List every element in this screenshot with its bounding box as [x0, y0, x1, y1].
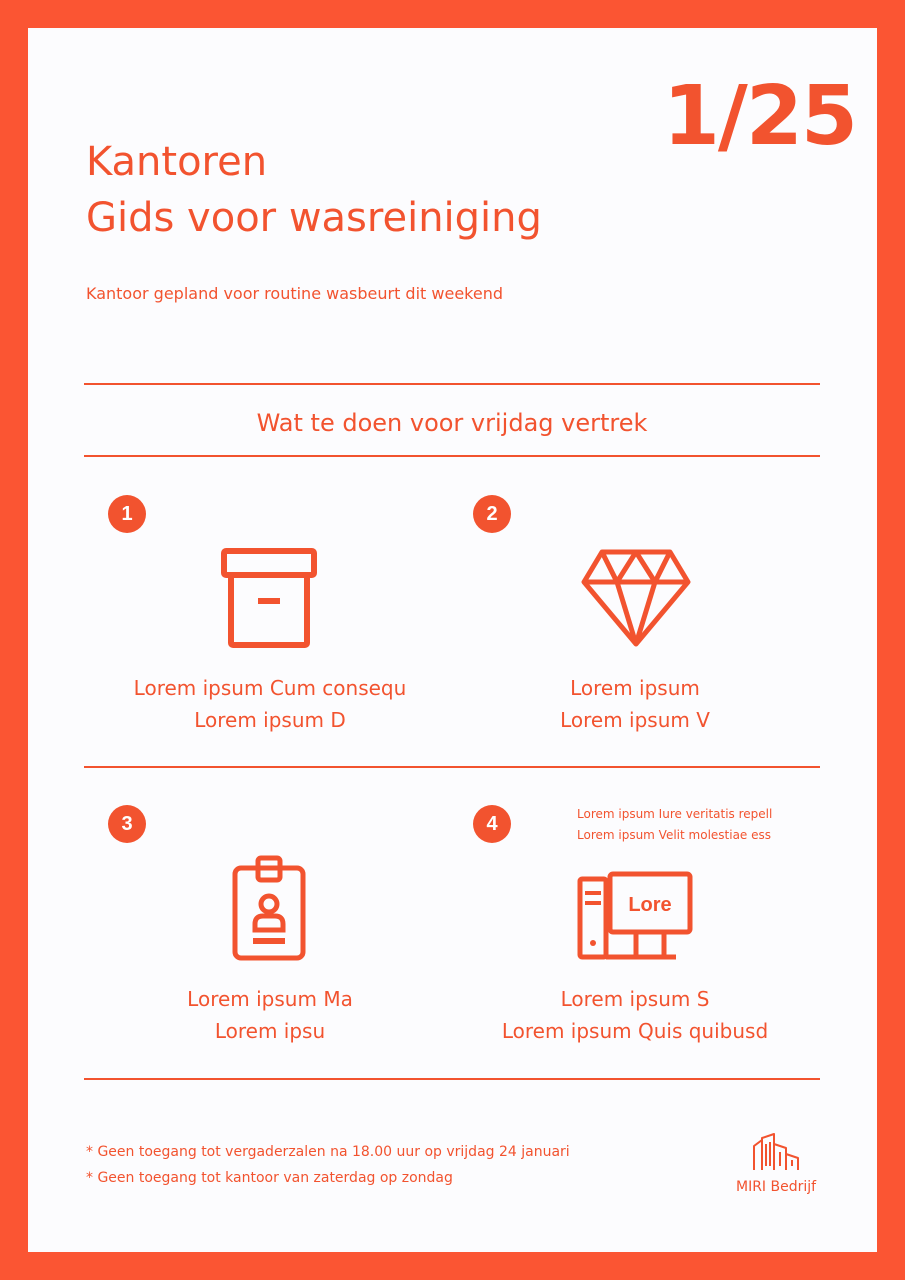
step-badge-1: 1	[108, 495, 146, 533]
step-note-4-line2: Lorem ipsum Velit molestiae ess	[577, 828, 772, 842]
desktop-computer-icon	[576, 871, 694, 961]
poster-sheet	[28, 28, 877, 1252]
footer-note-1: * Geen toegang tot vergaderzalen na 18.00 uur op vrijdag 24 januari	[86, 1144, 570, 1160]
step-caption-2	[445, 672, 825, 736]
title-line-2: Gids voor wasreiniging	[86, 195, 542, 241]
city-buildings-icon	[752, 1132, 800, 1172]
step-caption-1	[80, 672, 460, 736]
archive-box-icon	[221, 548, 317, 648]
divider-bottom	[84, 1078, 820, 1080]
section-title: Wat te doen voor vrijdag vertrek	[256, 409, 648, 437]
divider-top	[84, 383, 820, 385]
page-title	[86, 134, 542, 246]
step-note-4-line1: Lorem ipsum Iure veritatis repell	[577, 807, 773, 821]
step-note-4	[577, 804, 772, 846]
step-caption-2-line2: Lorem ipsum V	[560, 708, 710, 732]
id-badge-icon	[231, 856, 307, 962]
step-badge-4: 4	[473, 805, 511, 843]
divider-section	[84, 455, 820, 457]
step-caption-4-line2: Lorem ipsum Quis quibusd	[501, 1019, 769, 1043]
title-line-1: Kantoren	[86, 139, 268, 185]
page-number: 1/25	[662, 69, 856, 164]
step-caption-4	[445, 983, 825, 1047]
divider-middle	[84, 766, 820, 768]
step-caption-3	[80, 983, 460, 1047]
step-caption-1-line1: Lorem ipsum Cum consequ	[133, 676, 407, 700]
screen-label: Lore	[628, 894, 672, 916]
diamond-icon	[580, 548, 692, 648]
footer-note-2: * Geen toegang tot kantoor van zaterdag op zondag	[86, 1170, 453, 1186]
step-caption-4-line1: Lorem ipsum S	[560, 987, 710, 1011]
step-caption-2-line1: Lorem ipsum	[570, 676, 700, 700]
brand-name: MIRI Bedrijf	[736, 1179, 817, 1195]
step-caption-3-line2: Lorem ipsu	[214, 1019, 326, 1043]
step-badge-2: 2	[473, 495, 511, 533]
step-caption-1-line2: Lorem ipsum D	[194, 708, 346, 732]
step-caption-3-line1: Lorem ipsum Ma	[187, 987, 353, 1011]
step-badge-3: 3	[108, 805, 146, 843]
subtitle: Kantoor gepland voor routine wasbeurt dit weekend	[86, 284, 503, 303]
